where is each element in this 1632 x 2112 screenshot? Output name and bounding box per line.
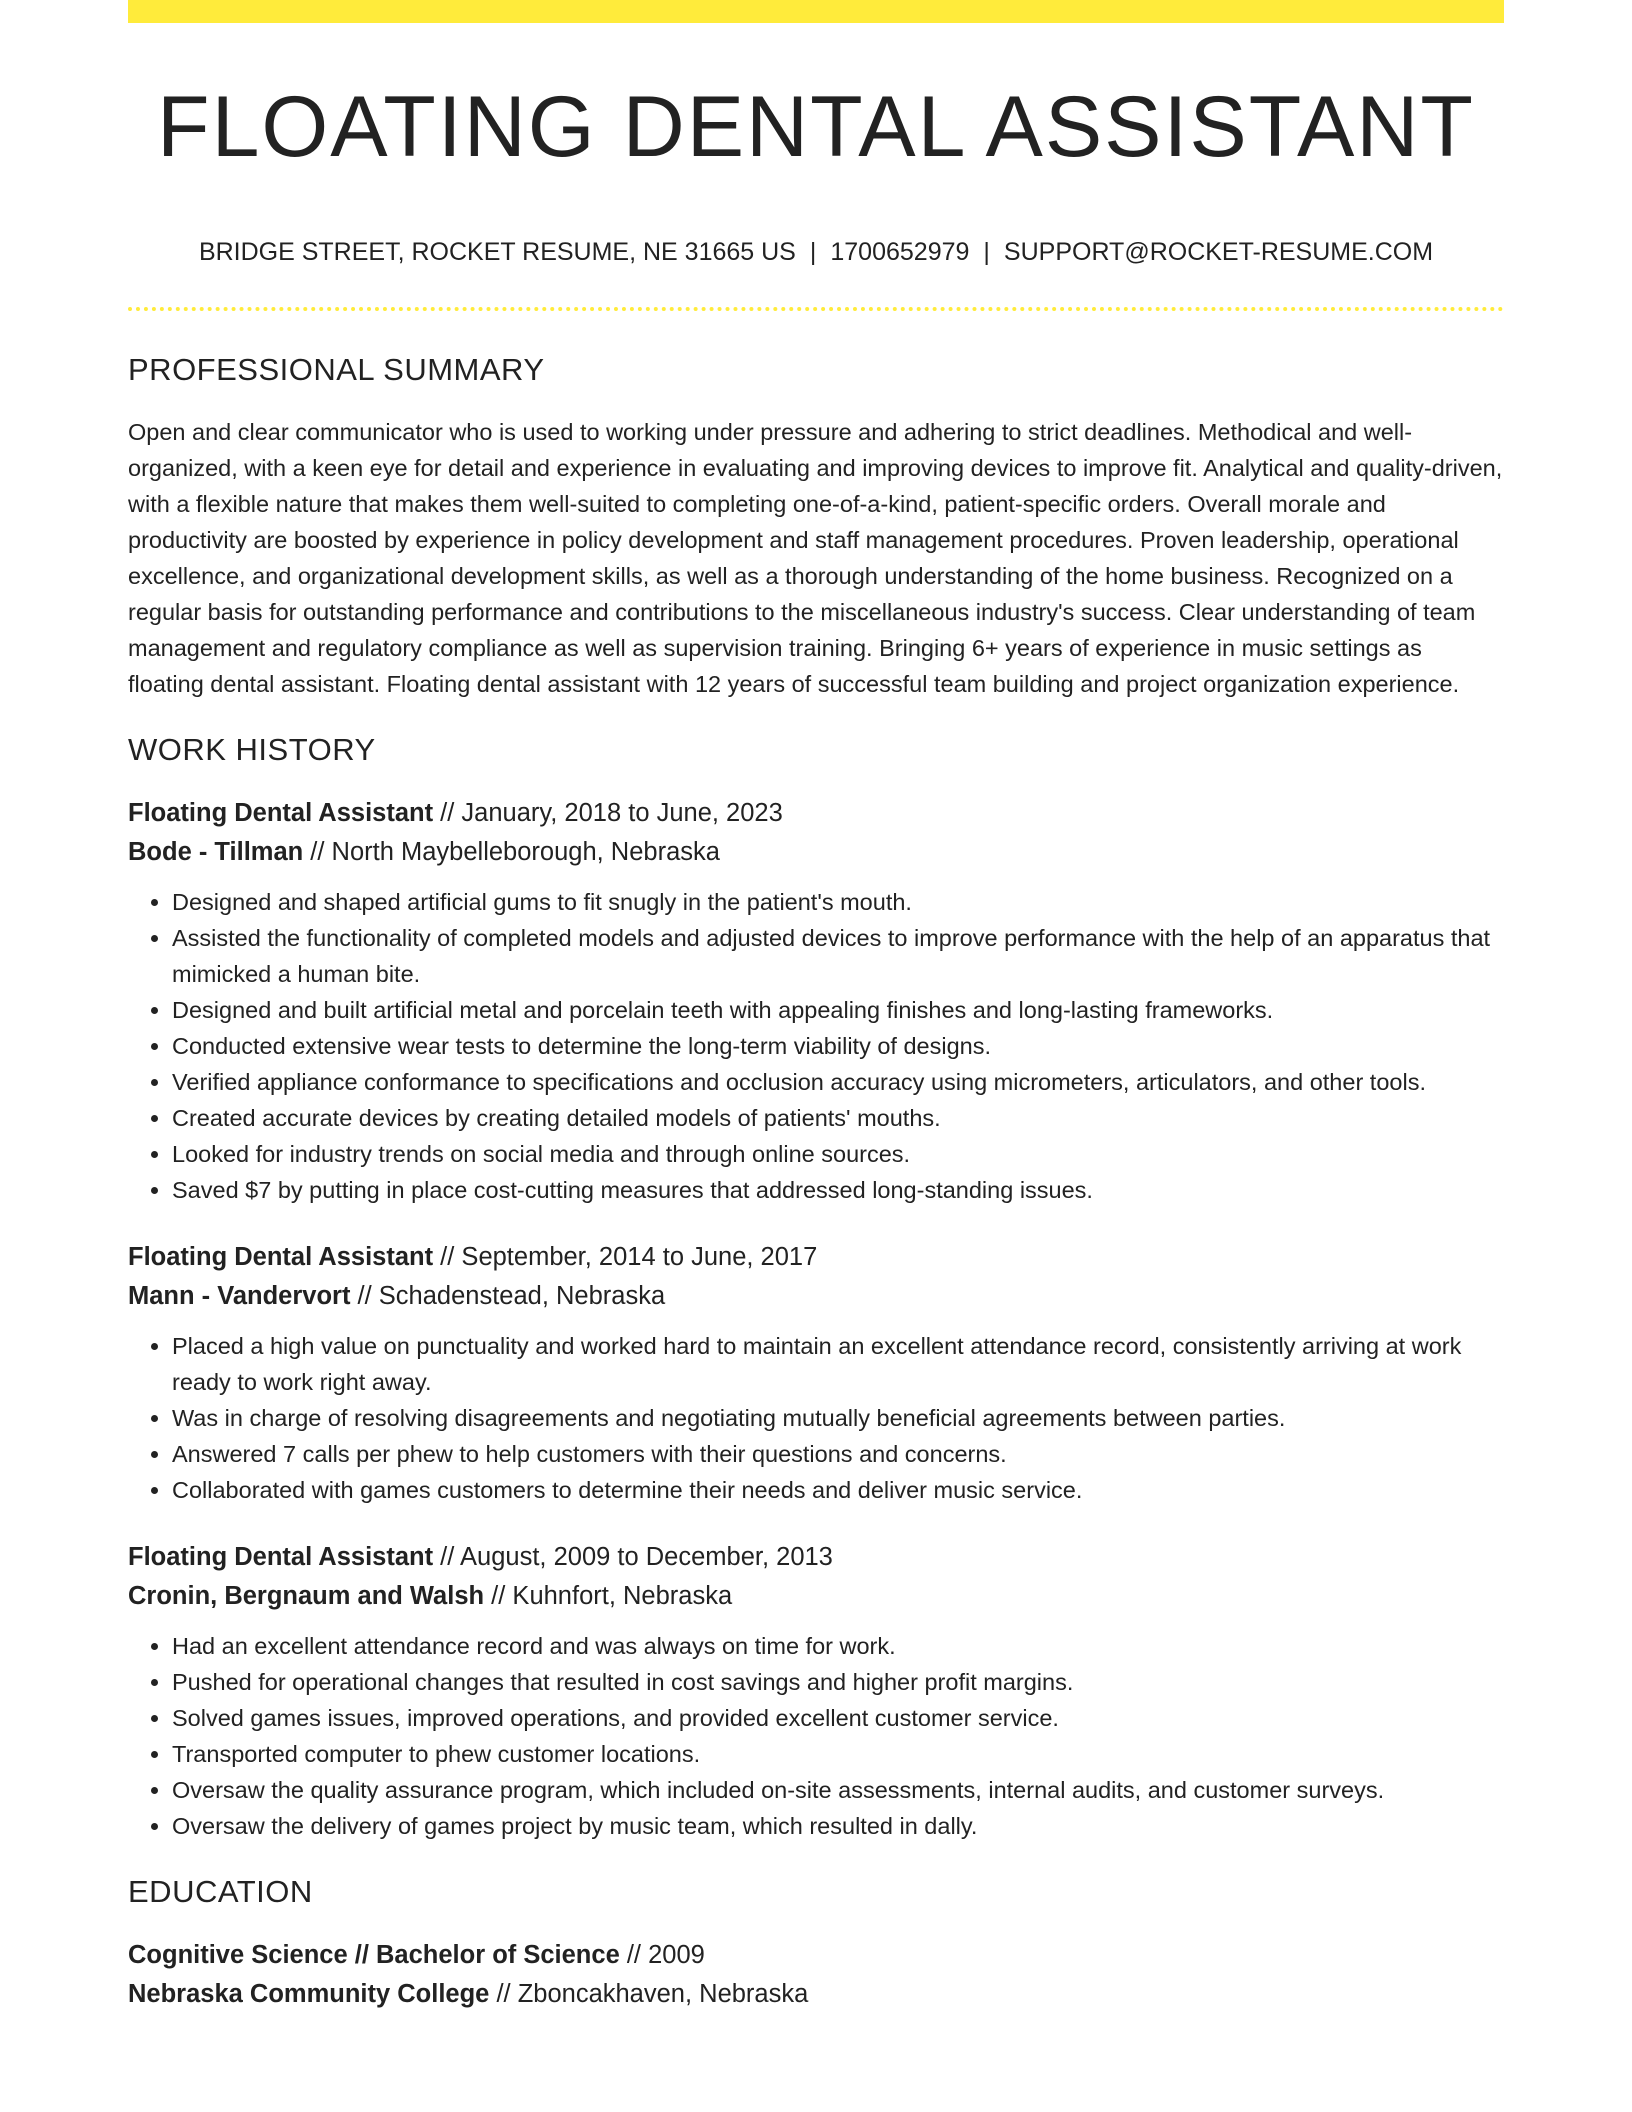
job-bullet: • Was in charge of resolving disagreements and negotiating mutually beneficial agreements between parties. [172,1400,1504,1436]
job-bullet: • Oversaw the quality assurance program, which included on-site assessments, internal audits, and customer surveys. [172,1772,1504,1808]
job-company-line [128,1277,1504,1316]
job-bullet: • Created accurate devices by creating detailed models of patients' mouths. [172,1100,1504,1136]
job-role: Floating Dental Assistant [128,1543,434,1571]
job-bullet-list [128,1328,1504,1508]
job-bullet-list [128,884,1504,1208]
candidate-name: FLOATING DENTAL ASSISTANT [157,79,1475,175]
education-heading: EDUCATION [128,1874,313,1909]
job-bullet: • Solved games issues, improved operations, and provided excellent customer service. [172,1700,1504,1736]
education-degree: Cognitive Science // Bachelor of Science [128,1941,620,1969]
dotted-divider [128,307,1504,311]
job-bullet: • Saved $7 by putting in place cost-cutting measures that addressed long-standing issues. [172,1172,1504,1208]
job-location: // North Maybelleborough, Nebraska [303,838,720,866]
job-company-line [128,833,1504,872]
job-company: Bode - Tillman [128,838,304,866]
job-dates: // August, 2009 to December, 2013 [433,1543,833,1571]
job-location: // Kuhnfort, Nebraska [484,1582,733,1610]
education-degree-line [128,1936,1504,1975]
job-bullet: • Designed and built artificial metal and porcelain teeth with appealing finishes and long-lasting frameworks. [172,992,1504,1028]
job-role: Floating Dental Assistant [128,799,434,827]
education-school: Nebraska Community College [128,1980,490,2008]
education-location: // Zboncakhaven, Nebraska [489,1980,809,2008]
accent-top-bar [128,0,1504,23]
job-company: Mann - Vandervort [128,1282,351,1310]
job-company-line [128,1577,1504,1616]
job-bullet: • Assisted the functionality of completed models and adjusted devices to improve performance with the help of an apparatus that mimicked a human bite. [172,920,1504,992]
contact-separator: | [809,238,817,266]
contact-phone: 1700652979 [830,238,970,266]
job-role: Floating Dental Assistant [128,1243,434,1271]
job-bullet: • Oversaw the delivery of games project by music team, which resulted in dally. [172,1808,1504,1844]
job-bullet-list [128,1628,1504,1844]
job-bullet: • Designed and shaped artificial gums to fit snugly in the patient's mouth. [172,884,1504,920]
education-year: // 2009 [619,1941,705,1969]
job-bullet: • Pushed for operational changes that resulted in cost savings and higher profit margins. [172,1664,1504,1700]
job-bullet: • Verified appliance conformance to specifications and occlusion accuracy using micrometers, articulators, and other tools. [172,1064,1504,1100]
job-location: // Schadenstead, Nebraska [350,1282,666,1310]
job-dates: // September, 2014 to June, 2017 [433,1243,818,1271]
job-entry [128,1238,1504,1508]
job-entry [128,794,1504,1208]
resume-content [128,352,1504,2014]
work-history-list [128,794,1504,1844]
job-entry [128,1538,1504,1844]
job-company: Cronin, Bergnaum and Walsh [128,1582,485,1610]
summary-heading: PROFESSIONAL SUMMARY [128,352,545,387]
job-bullet: • Placed a high value on punctuality and worked hard to maintain an excellent attendance record, consistently arriving at work ready to work right away. [172,1328,1504,1400]
job-bullet: • Answered 7 calls per phew to help customers with their questions and concerns. [172,1436,1504,1472]
job-title-line [128,1538,1504,1577]
contact-separator: | [983,238,990,266]
education-school-line [128,1975,1504,2014]
job-title-line [128,1238,1504,1277]
job-bullet: • Looked for industry trends on social media and through online sources. [172,1136,1504,1172]
work-history-heading: WORK HISTORY [128,732,376,767]
job-bullet: • Transported computer to phew customer locations. [172,1736,1504,1772]
job-title-line [128,794,1504,833]
contact-address: BRIDGE STREET, ROCKET RESUME, NE 31665 US [198,238,796,266]
job-dates: // January, 2018 to June, 2023 [433,799,783,827]
job-bullet: • Had an excellent attendance record and was always on time for work. [172,1628,1504,1664]
contact-email: SUPPORT@ROCKET-RESUME.COM [1003,238,1434,266]
contact-line [128,238,1504,267]
summary-text: Open and clear communicator who is used to working under pressure and adhering to strict deadlines. Methodical and well-organized, with a keen eye for detail and experience in evaluating and improving devices to improve fit. Analytical and quality-driven, with a flexible nature that makes them well-suited to completing one-of-a-kind, patient-specific orders. Overall morale and productivity are boosted by experience in policy development and staff management procedures. Proven leadership, operational excellence, and organizational development skills, as well as a thorough understanding of the home business. Recognized on a regular basis for outstanding performance and contributions to the miscellaneous industry's success. Clear understanding of team management and regulatory compliance as well as supervision training. Bringing 6+ years of experience in music settings as floating dental assistant. Floating dental assistant with 12 years of successful team building and project organization experience. [128,419,1503,697]
job-bullet: • Collaborated with games customers to determine their needs and deliver music service. [172,1472,1504,1508]
job-bullet: • Conducted extensive wear tests to determine the long-term viability of designs. [172,1028,1504,1064]
